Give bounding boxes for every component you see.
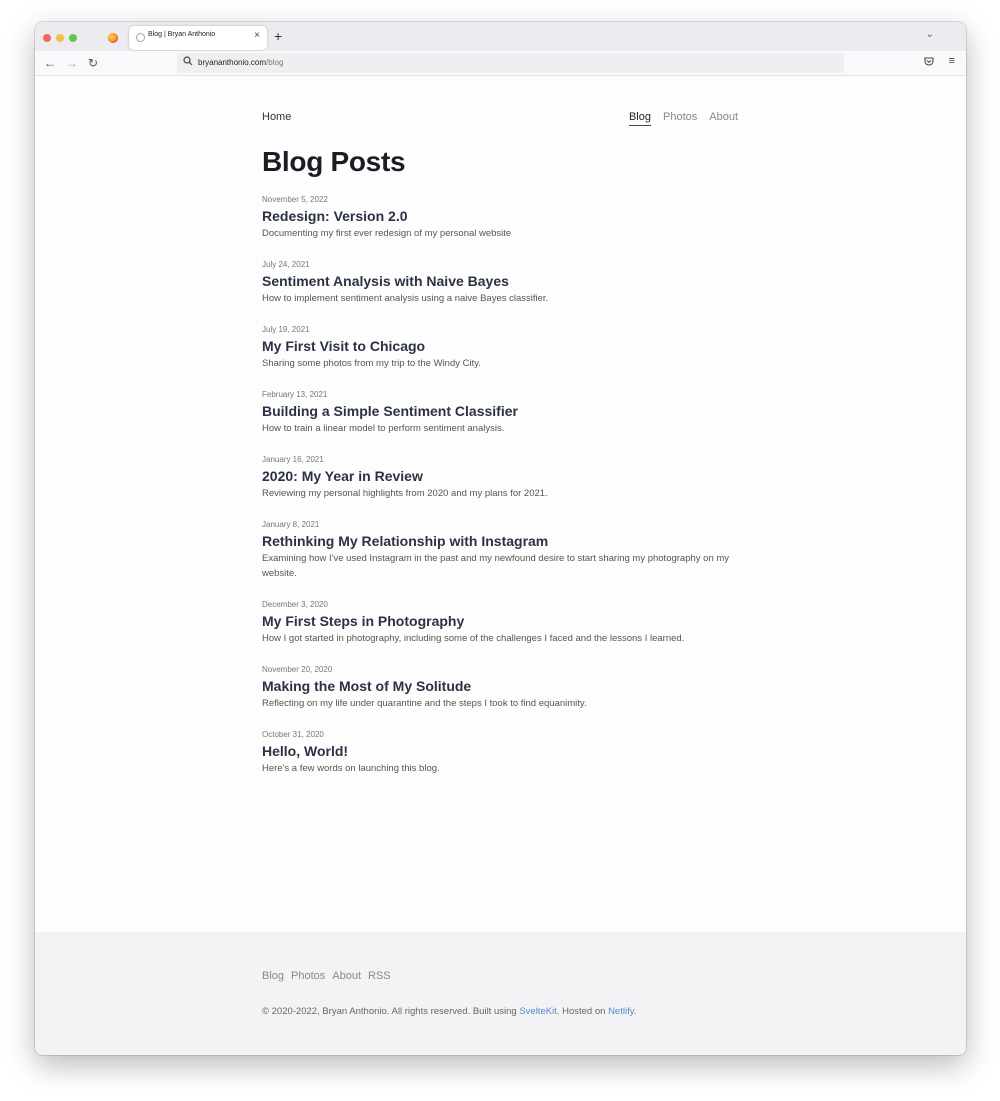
back-icon[interactable]: ← xyxy=(44,56,56,70)
url-text xyxy=(198,58,283,67)
post-title-link[interactable]: Redesign: Version 2.0 xyxy=(262,208,408,224)
copyright-text xyxy=(262,1006,636,1017)
post-date: January 8, 2021 xyxy=(262,520,320,529)
minimize-window-button[interactable] xyxy=(56,34,64,42)
post-title-link[interactable]: My First Steps in Photography xyxy=(262,613,465,629)
close-window-button[interactable] xyxy=(43,34,51,42)
footer-link-rss[interactable]: RSS xyxy=(368,970,391,982)
pocket-icon[interactable] xyxy=(924,56,934,69)
hosted-text: . Hosted on xyxy=(556,1006,609,1017)
post-date: November 20, 2020 xyxy=(262,665,333,674)
post-date: October 31, 2020 xyxy=(262,730,324,739)
url-host: bryananthonio.com xyxy=(198,58,267,67)
post-item xyxy=(262,664,738,711)
close-tab-icon[interactable]: × xyxy=(254,30,260,41)
footer-link-photos[interactable]: Photos xyxy=(291,970,326,982)
post-item xyxy=(262,599,738,646)
post-title-link[interactable]: 2020: My Year in Review xyxy=(262,468,423,484)
post-list xyxy=(262,194,738,794)
post-item xyxy=(262,389,738,436)
post-date: January 16, 2021 xyxy=(262,455,324,464)
post-item xyxy=(262,324,738,371)
copyright-prefix: © 2020-2022, Bryan Anthonio. All rights reserved. Built using xyxy=(262,1006,520,1017)
footer-link-about[interactable]: About xyxy=(332,970,362,982)
post-description: Reviewing my personal highlights from 2020 and my plans for 2021. xyxy=(262,488,548,499)
nav-link-photos[interactable]: Photos xyxy=(663,111,698,123)
post-item xyxy=(262,259,738,306)
post-date: February 13, 2021 xyxy=(262,390,328,399)
nav-link-blog[interactable]: Blog xyxy=(629,111,651,126)
list-tabs-icon[interactable]: ⌄ xyxy=(925,29,934,40)
page-title: Blog Posts xyxy=(262,146,406,177)
site-footer xyxy=(35,932,966,1055)
menu-icon[interactable]: ≡ xyxy=(948,55,955,67)
post-title-link[interactable]: Building a Simple Sentiment Classifier xyxy=(262,403,518,419)
post-description: How I got started in photography, including some of the challenges I faced and the lessons I learned. xyxy=(262,633,685,644)
post-date: July 19, 2021 xyxy=(262,325,310,334)
footer-links xyxy=(262,970,391,982)
post-description: Documenting my first ever redesign of my personal website xyxy=(262,228,512,239)
site-navigation xyxy=(262,111,738,131)
post-title-link[interactable]: Hello, World! xyxy=(262,743,349,759)
home-link[interactable]: Home xyxy=(262,111,292,123)
reload-icon[interactable]: ↻ xyxy=(88,56,99,70)
post-description: Sharing some photos from my trip to the Windy City. xyxy=(262,358,481,369)
sveltekit-link[interactable]: SvelteKit xyxy=(519,1006,557,1017)
post-description: How to implement sentiment analysis using a naive Bayes classifier. xyxy=(262,293,549,304)
forward-icon[interactable]: → xyxy=(66,56,78,70)
post-item xyxy=(262,729,738,776)
post-date: December 3, 2020 xyxy=(262,600,328,609)
post-description: Here's a few words on launching this blog. xyxy=(262,763,440,774)
footer-link-blog[interactable]: Blog xyxy=(262,970,285,982)
browser-window xyxy=(35,22,966,1055)
post-description: How to train a linear model to perform sentiment analysis. xyxy=(262,423,505,434)
post-title-link[interactable]: Sentiment Analysis with Naive Bayes xyxy=(262,273,509,289)
nav-link-about[interactable]: About xyxy=(709,111,738,123)
post-date: November 5, 2022 xyxy=(262,195,328,204)
firefox-icon[interactable] xyxy=(108,33,118,43)
maximize-window-button[interactable] xyxy=(69,34,77,42)
page-viewport xyxy=(35,76,966,1055)
tab-blog[interactable] xyxy=(129,26,267,50)
post-date: July 24, 2021 xyxy=(262,260,310,269)
favicon-icon xyxy=(136,33,145,42)
post-description: Examining how I've used Instagram in the past and my newfound desire to start sharing my photography on my website. xyxy=(262,553,730,579)
post-item xyxy=(262,194,738,241)
netlify-link[interactable]: Netlify xyxy=(608,1006,634,1017)
url-path: /blog xyxy=(266,58,284,67)
post-description: Reflecting on my life under quarantine and the steps I took to find equanimity. xyxy=(262,698,587,709)
navigation-toolbar xyxy=(35,51,966,76)
nav-links xyxy=(629,111,738,126)
post-title-link[interactable]: Rethinking My Relationship with Instagram xyxy=(262,533,549,549)
tab-strip xyxy=(35,22,966,51)
copyright-period: . xyxy=(633,1006,637,1017)
post-item xyxy=(262,454,738,501)
address-bar[interactable] xyxy=(177,53,844,73)
new-tab-icon[interactable]: + xyxy=(274,28,283,44)
post-title-link[interactable]: Making the Most of My Solitude xyxy=(262,678,472,694)
search-icon xyxy=(183,56,193,69)
post-item xyxy=(262,519,738,581)
tab-title: Blog | Bryan Anthonio xyxy=(148,31,216,38)
post-title-link[interactable]: My First Visit to Chicago xyxy=(262,338,426,354)
